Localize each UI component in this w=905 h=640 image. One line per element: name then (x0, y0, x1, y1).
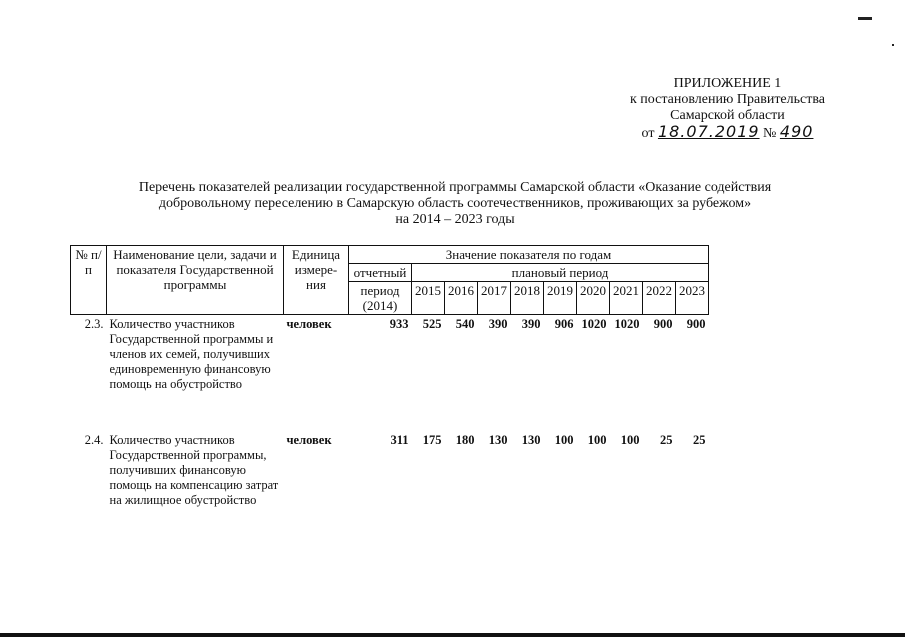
row-value: 1020 (614, 317, 640, 331)
row-value: 1020 (581, 317, 607, 331)
document-title (60, 180, 850, 228)
header-report-period: период (2014) (349, 282, 412, 315)
header-values: Значение показателя по годам (349, 246, 709, 264)
row-value: 25 (693, 433, 706, 447)
row-value: 25 (660, 433, 673, 447)
row-value: 130 (521, 433, 541, 447)
row-value: 540 (455, 317, 475, 331)
row-value: 390 (521, 317, 541, 331)
scan-bottom-edge (0, 633, 905, 637)
header-year: 2016 (445, 282, 478, 315)
header-year: 2018 (511, 282, 544, 315)
header-num: № п/п (71, 246, 107, 315)
indicators-table (70, 245, 709, 510)
annex-number: 490 (779, 122, 814, 141)
table-row (71, 315, 709, 432)
header-name: Наименование цели, задачи и показателя Государственной программы (107, 246, 284, 315)
table-row (71, 431, 709, 510)
row-name: Количество участников Государственной программы, получивших финансовую помощь на компенсацию затрат на жилищное обустройство (109, 433, 279, 507)
header-report: отчетный (349, 264, 412, 282)
annex-block (630, 76, 825, 142)
scan-mark-dot (892, 44, 894, 46)
annex-date-line (630, 124, 825, 142)
annex-number-label: № (763, 126, 777, 141)
row-value: 100 (587, 433, 607, 447)
row-value: 933 (389, 317, 409, 331)
scan-mark-top (858, 17, 872, 20)
annex-region: Самарской области (670, 108, 785, 123)
header-year: 2022 (643, 282, 676, 315)
header-year: 2020 (577, 282, 610, 315)
row-num: 2.4. (84, 433, 104, 447)
row-value: 900 (686, 317, 706, 331)
row-value: 906 (554, 317, 574, 331)
title-line-3: на 2014 – 2023 годы (395, 212, 515, 227)
header-year: 2021 (610, 282, 643, 315)
annex-decree: к постановлению Правительства (629, 92, 825, 107)
row-name: Количество участников Государственной программы и членов их семей, получивших единовременную финансовую помощь на обустройство (109, 317, 274, 391)
annex-date: 18.07.2019 (657, 122, 760, 141)
header-year: 2019 (544, 282, 577, 315)
row-num: 2.3. (84, 317, 104, 331)
header-year: 2023 (676, 282, 709, 315)
header-plan: плановый период (412, 264, 709, 282)
row-value: 100 (620, 433, 640, 447)
row-value: 180 (455, 433, 475, 447)
title-line-1: Перечень показателей реализации государственной программы Самарской области «Оказание содействия (138, 180, 772, 195)
row-value: 390 (488, 317, 508, 331)
header-year: 2015 (412, 282, 445, 315)
row-unit: человек (286, 317, 332, 331)
row-unit: человек (286, 433, 332, 447)
header-unit: Единица измере-ния (284, 246, 349, 315)
row-value: 525 (422, 317, 442, 331)
row-value: 175 (422, 433, 442, 447)
row-value: 311 (390, 433, 409, 447)
row-value: 100 (554, 433, 574, 447)
title-line-2: добровольному переселению в Самарскую область соотечественников, проживающих за рубежом» (158, 196, 752, 211)
annex-title: ПРИЛОЖЕНИЕ 1 (673, 76, 782, 91)
annex-from-label: от (641, 126, 655, 141)
row-value: 900 (653, 317, 673, 331)
header-year: 2017 (478, 282, 511, 315)
row-value: 130 (488, 433, 508, 447)
